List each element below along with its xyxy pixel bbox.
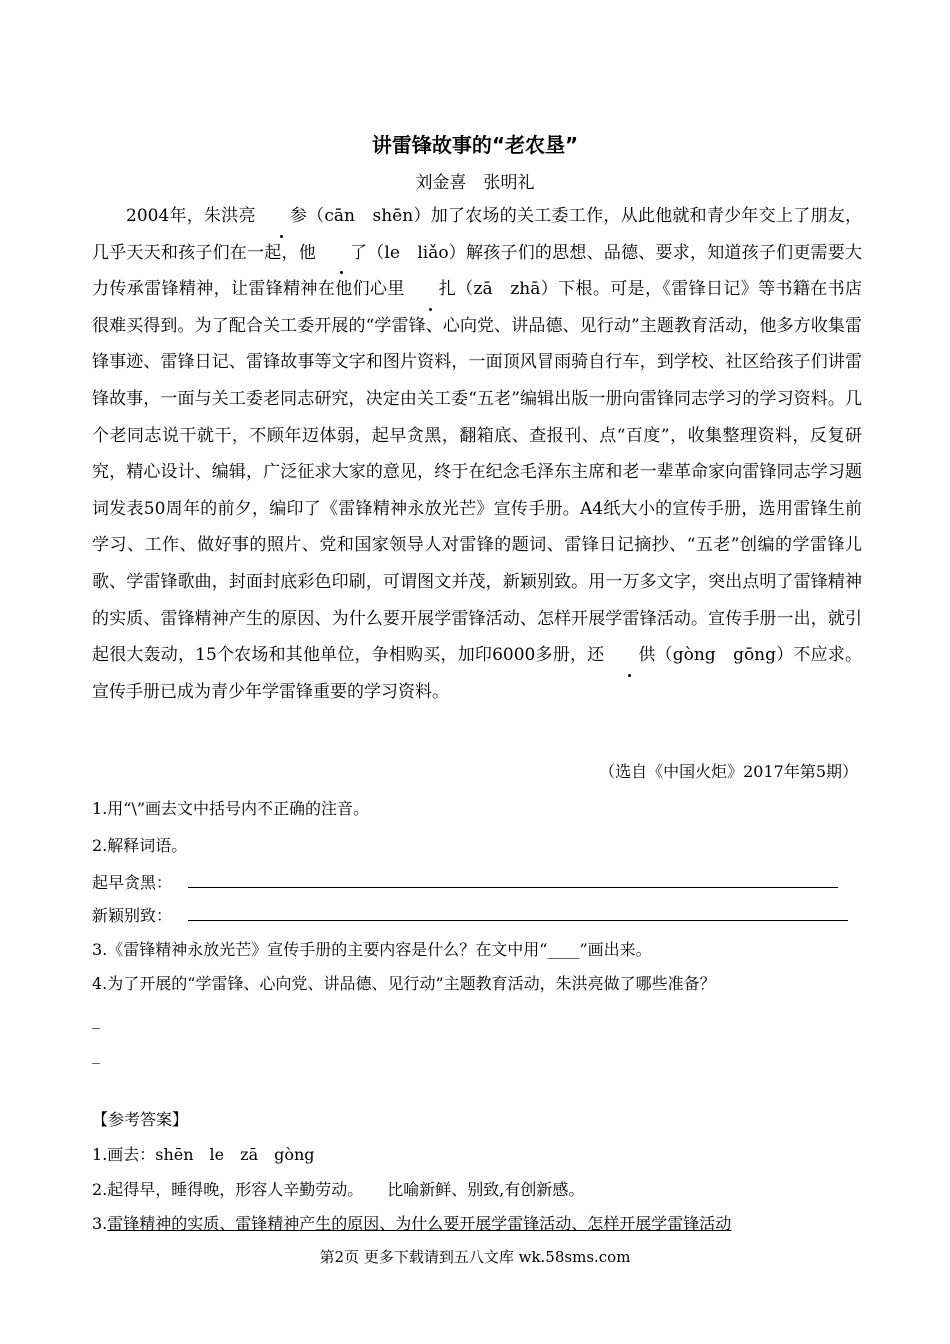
article-text: （gòng gōng）不应求。宣传手册已成为青少年学雷锋重要的学习资料。 [92,645,862,702]
answer-3-num: 3. [92,1214,108,1233]
dotted-char: 了 [316,235,367,272]
answers-heading: 【参考答案】 [92,1110,189,1129]
article-authors: 刘金喜 张明礼 [415,173,535,193]
article-text: （zā zhā）下根。可是，《雷锋日记》等书籍在书店很难买得到。为了配合关工委开展的“学雷锋、心向党、讲品德、见行动”主题教育活动，他多方收集雷锋事迹、雷锋日记、雷锋故事等文字和图片资料，一面顶风冒雨骑自行车，到学校、社区给孩子们讲雷锋故事，一面与关工委老同志研究，决定由关工委“五老”编辑出版一册向雷锋同志学习的学习资料。几个老同志说干就干，不顾年迈体弱，起早贪黑，翻箱底、查报刊、点“百度”，收集整理资料，反复研究，精心设计、编辑，广泛征求大家的意见，终于在纪念毛泽东主席和老一辈革命家向雷锋同志学习题词发表50周年的前夕，编印了《雷锋精神永放光芒》宣传手册。A4纸大小的宣传手册，选用雷锋生前学习、工作、做好事的照片、党和国家领导人对雷锋的题词、雷锋日记摘抄、“五老”创编的学雷锋儿歌、学雷锋歌曲，封面封底彩色印刷，可谓图文并茂，新颖别致。用一万多文字，突出点明了雷锋精神的实质、雷锋精神产生的原因、为什么要开展学雷锋活动、怎样开展学雷锋活动。宣传手册一出，就引起很大轰动，15个农场和其他单位，争相购买，加印6000多册，还 [92,279,862,666]
dotted-char: 参 [256,198,307,235]
answer-dash-2[interactable]: _ [92,1045,100,1064]
question-3-blank: ____ [547,940,580,959]
article-body [92,198,862,710]
question-2b-label: 新颖别致： [92,906,173,925]
answer-line-2a[interactable] [188,887,838,888]
dotted-char: 供 [604,637,655,674]
question-4: 4.为了开展的“学雷锋、心向党、讲品德、见行动”主题教育活动，朱洪亮做了哪些准备？ [92,974,716,993]
question-3-text: 3.《雷锋精神永放光芒》宣传手册的主要内容是什么？在文中用“ [92,940,548,959]
article-title: 讲雷锋故事的“老农垦” [371,133,579,157]
article-text: （le liǎo）解孩子们的思想、品德、要求，知道孩子们更需要大力传承雷锋精神，让雷锋精神在他们心里 [92,242,862,300]
page-footer: 第2页 更多下载请到五八文库 wk.58sms.com [319,1248,631,1266]
article-text: （cān shēn）加了农场的关工委工作，从此他就和青少年交上了朋友，几乎天天和孩子们在一起，他 [92,206,862,263]
question-2a-label: 起早贪黑： [92,873,173,892]
answer-3-text: 雷锋精神的实质、雷锋精神产生的原因、为什么要开展学雷锋活动、怎样开展学雷锋活动 [107,1214,732,1233]
answer-dash-1[interactable]: _ [92,1010,100,1029]
article-source: （选自《中国火炬》2017年第5期） [599,762,858,781]
answer-line-2b[interactable] [188,920,848,921]
dotted-char: 扎 [405,271,456,308]
answer-3 [92,1212,731,1236]
article-text: 2004年，朱洪亮 [126,206,256,226]
answer-1: 1.画去：shēn le zā gòng [92,1145,315,1164]
question-3-text-end: ”画出来。 [579,940,652,959]
question-3 [92,938,652,962]
question-2: 2.解释词语。 [92,836,188,855]
question-1: 1.用“\”画去文中括号内不正确的注音。 [92,799,370,818]
answer-2: 2.起得早，睡得晚，形容人辛勤劳动。 比喻新鲜、别致,有创新感。 [92,1180,585,1199]
